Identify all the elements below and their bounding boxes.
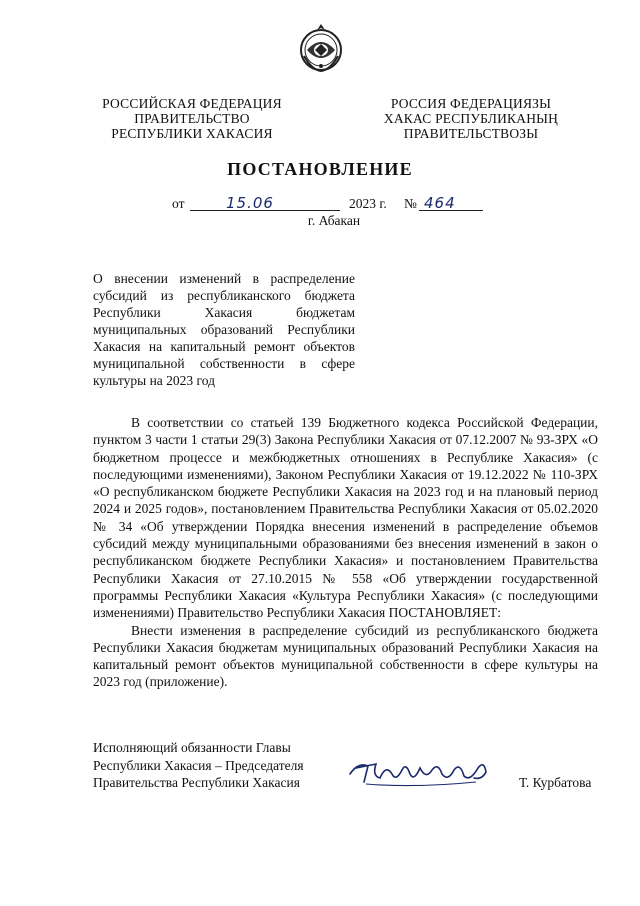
- subject-line: культуры на 2023 год: [93, 373, 215, 388]
- subject-line: О внесении изменений в распределение: [93, 271, 355, 286]
- number-handwritten: 464: [424, 194, 456, 212]
- header-left: [92, 96, 292, 141]
- subject-line: Хакасия на капитальный ремонт объектов: [93, 339, 355, 354]
- header-left-line-3: РЕСПУБЛИКИ ХАКАСИЯ: [111, 126, 273, 141]
- date-handwritten: 15.06: [226, 194, 274, 212]
- document-body: [93, 414, 598, 691]
- handwritten-signature-icon: [346, 752, 496, 792]
- date-number-line: [0, 194, 640, 214]
- city-label: г. Абакан: [307, 213, 361, 228]
- header-right-line-3: ПРАВИТЕЛЬСТВОЗЫ: [403, 126, 539, 141]
- header-right: [366, 96, 576, 141]
- subject-block: [93, 270, 355, 389]
- signatory-position-line: Республики Хакасия – Председателя: [93, 757, 304, 773]
- header-left-line-1: РОССИЙСКАЯ ФЕДЕРАЦИЯ: [102, 96, 282, 111]
- number-sign: №: [404, 196, 417, 211]
- body-paragraph-2: Внести изменения в распределение субсидий из республиканского бюджета Республики Хакасия бюджетам муниципальных образований Республики Хакасия на капитальный ремонт объектов муниципальной собственности в сфере культуры на 2023 год (приложение).: [93, 622, 598, 690]
- subject-line: муниципальных образований Республики: [93, 322, 355, 337]
- signatory-name: Т. Курбатова: [519, 775, 592, 790]
- subject-line: Республики Хакасия бюджетам: [93, 305, 355, 320]
- document-title: ПОСТАНОВЛЕНИЕ: [227, 159, 413, 179]
- signatory-position-line: Исполняющий обязанности Главы: [93, 740, 291, 755]
- subject-line: субсидий из республиканского бюджета: [93, 288, 355, 303]
- date-prefix: от: [172, 196, 185, 211]
- coat-of-arms-emblem-icon: [298, 22, 344, 74]
- header-left-line-2: ПРАВИТЕЛЬСТВО: [134, 111, 250, 126]
- signatory-position-line: Правительства Республики Хакасия: [93, 775, 300, 790]
- subject-line: муниципальной собственности в сфере: [93, 356, 355, 371]
- signatory-position: [93, 739, 304, 792]
- header-right-line-2: ХАКАС РЕСПУБЛИКАНЫҢ: [383, 111, 559, 126]
- body-paragraph-1: В соответствии со статьей 139 Бюджетного кодекса Российской Федерации, пунктом 3 части 1 статьи 29(3) Закона Республики Хакасия от 07.12.2007 № 93-ЗРХ «О бюджетном процессе и межбюджетных отношениях в Республике Хакасия» (с последующими изменениями), Законом Республики Хакасия от 19.12.2022 № 110-ЗРХ «О республиканском бюджете Республики Хакасия на 2023 год и на плановый период 2024 и 2025 годов», постановлением Правительства Республики Хакасия от 05.02.2020 № 34 «Об утверждении Порядка внесения изменений в распределение объемов субсидий между муниципальными образованиями без внесения изменений в закон о республиканском бюджете Республики Хакасия» и постановлением Правительства Республики Хакасия от 27.10.2015 № 558 «Об утверждении государственной программы Республики Хакасия «Культура Республики Хакасия» (с последующими изменениями) Правительство Республики Хакасия ПОСТАНОВЛЯЕТ:: [93, 415, 598, 621]
- year-label: 2023 г.: [349, 196, 387, 211]
- header-right-line-1: РОССИЯ ФЕДЕРАЦИЯЗЫ: [390, 96, 552, 111]
